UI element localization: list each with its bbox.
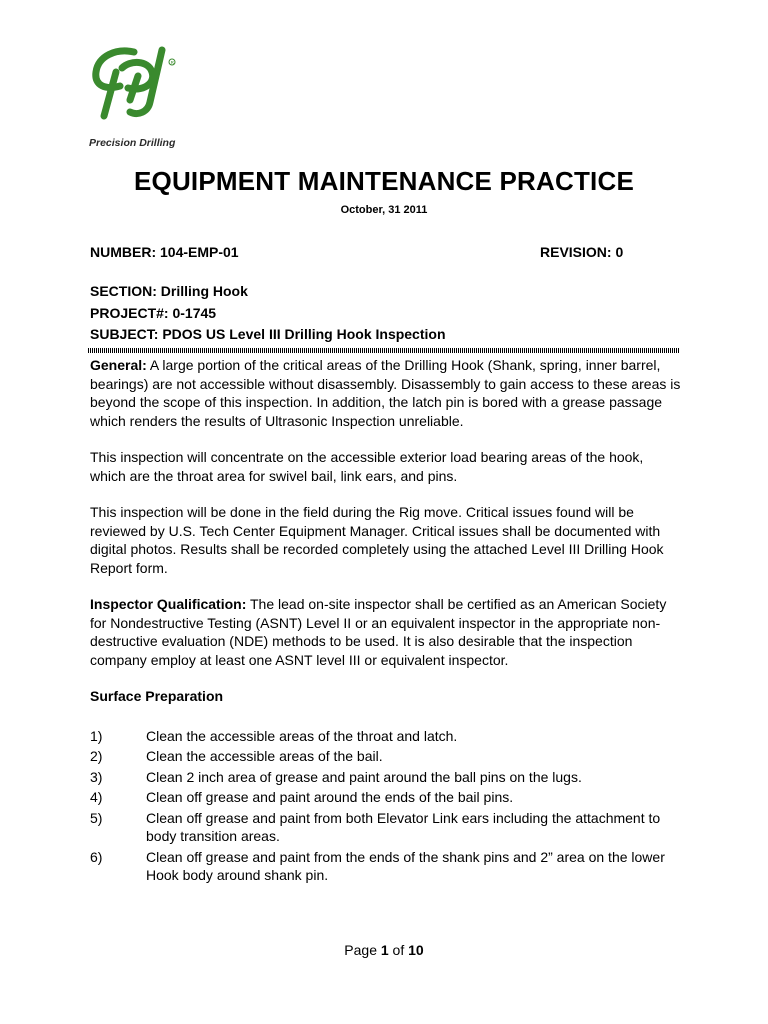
list-item (90, 788, 682, 807)
document-number: NUMBER: 104-EMP-01 (90, 244, 239, 260)
list-item-number: 2) (90, 748, 103, 764)
list-item-number: 3) (90, 768, 103, 785)
document-revision: REVISION: 0 (540, 244, 624, 260)
document-subject: SUBJECT: PDOS US Level III Drilling Hook Inspection (90, 326, 446, 342)
list-item-number: 6) (90, 848, 103, 865)
list-item-text: Clean 2 inch area of grease and paint around the ball pins on the lugs. (146, 768, 582, 785)
list-item (90, 768, 682, 787)
qualification-paragraph (90, 595, 682, 669)
general-label: General: (90, 357, 147, 373)
document-body (90, 356, 682, 887)
document-section: SECTION: Drilling Hook (90, 283, 248, 299)
document-project: PROJECT#: 0-1745 (90, 305, 217, 321)
list-item (90, 809, 682, 846)
hatched-divider (88, 348, 680, 353)
list-item-text: Clean the accessible areas of the throat and latch. (146, 727, 458, 744)
list-item-number: 4) (90, 789, 103, 805)
general-text: A large portion of the critical areas of the Drilling Hook (Shank, spring, inner barrel, bearings) are not accessible without disassembly. Disassembly to gain access to these areas is beyond the scope of this inspection. In addition, the latch pin is bored with a grease passage which renders the results of Ultrasonic Inspection unreliable. (90, 357, 681, 429)
qualification-label: Inspector Qualification: (90, 596, 247, 612)
page-total: 10 (408, 942, 424, 958)
scope-paragraph: This inspection will concentrate on the accessible exterior load bearing areas of the hook, which are the throat area for swivel bail, link ears, and pins. (90, 449, 644, 484)
company-name: Precision Drilling (89, 137, 176, 149)
field-paragraph: This inspection will be done in the field during the Rig move. Critical issues found will be reviewed by U.S. Tech Center Equipment Manager. Critical issues shall be documented with digital photos. Results shall be recorded completely using the attached Level III Drilling Hook Report form. (90, 504, 664, 576)
list-item-text: Clean off grease and paint from both Elevator Link ears including the attachment to body transition areas. (146, 809, 661, 844)
page-label: Page (344, 942, 381, 958)
list-item (90, 848, 682, 885)
surface-preparation-heading: Surface Preparation (90, 688, 224, 704)
surface-preparation-list (90, 727, 682, 885)
svg-text:R: R (170, 59, 174, 65)
psd-logo-icon (86, 42, 178, 124)
page-of-label: of (388, 942, 409, 958)
list-item (90, 727, 682, 746)
list-item-number: 5) (90, 809, 103, 826)
general-paragraph (90, 356, 682, 430)
page-number: 1 (380, 942, 389, 958)
qualification-text: The lead on-site inspector shall be certified as an American Society for Nondestructive Testing (ASNT) Level II or an equivalent inspector in the appropriate non-destructive evaluation (NDE) methods to be used. It is also desirable that the inspection company employ at least one ASNT level III or equivalent inspector. (90, 596, 667, 668)
list-item (90, 747, 682, 766)
list-item-text: Clean the accessible areas of the bail. (146, 748, 383, 764)
list-item-text: Clean off grease and paint from the ends of the shank pins and 2” area on the lower Hook body around shank pin. (146, 848, 665, 883)
page-footer (0, 942, 768, 958)
document-title: EQUIPMENT MAINTENANCE PRACTICE (133, 166, 634, 196)
list-item-number: 1) (90, 727, 103, 744)
list-item-text: Clean off grease and paint around the ends of the bail pins. (146, 789, 514, 805)
document-date: October, 31 2011 (340, 204, 428, 216)
